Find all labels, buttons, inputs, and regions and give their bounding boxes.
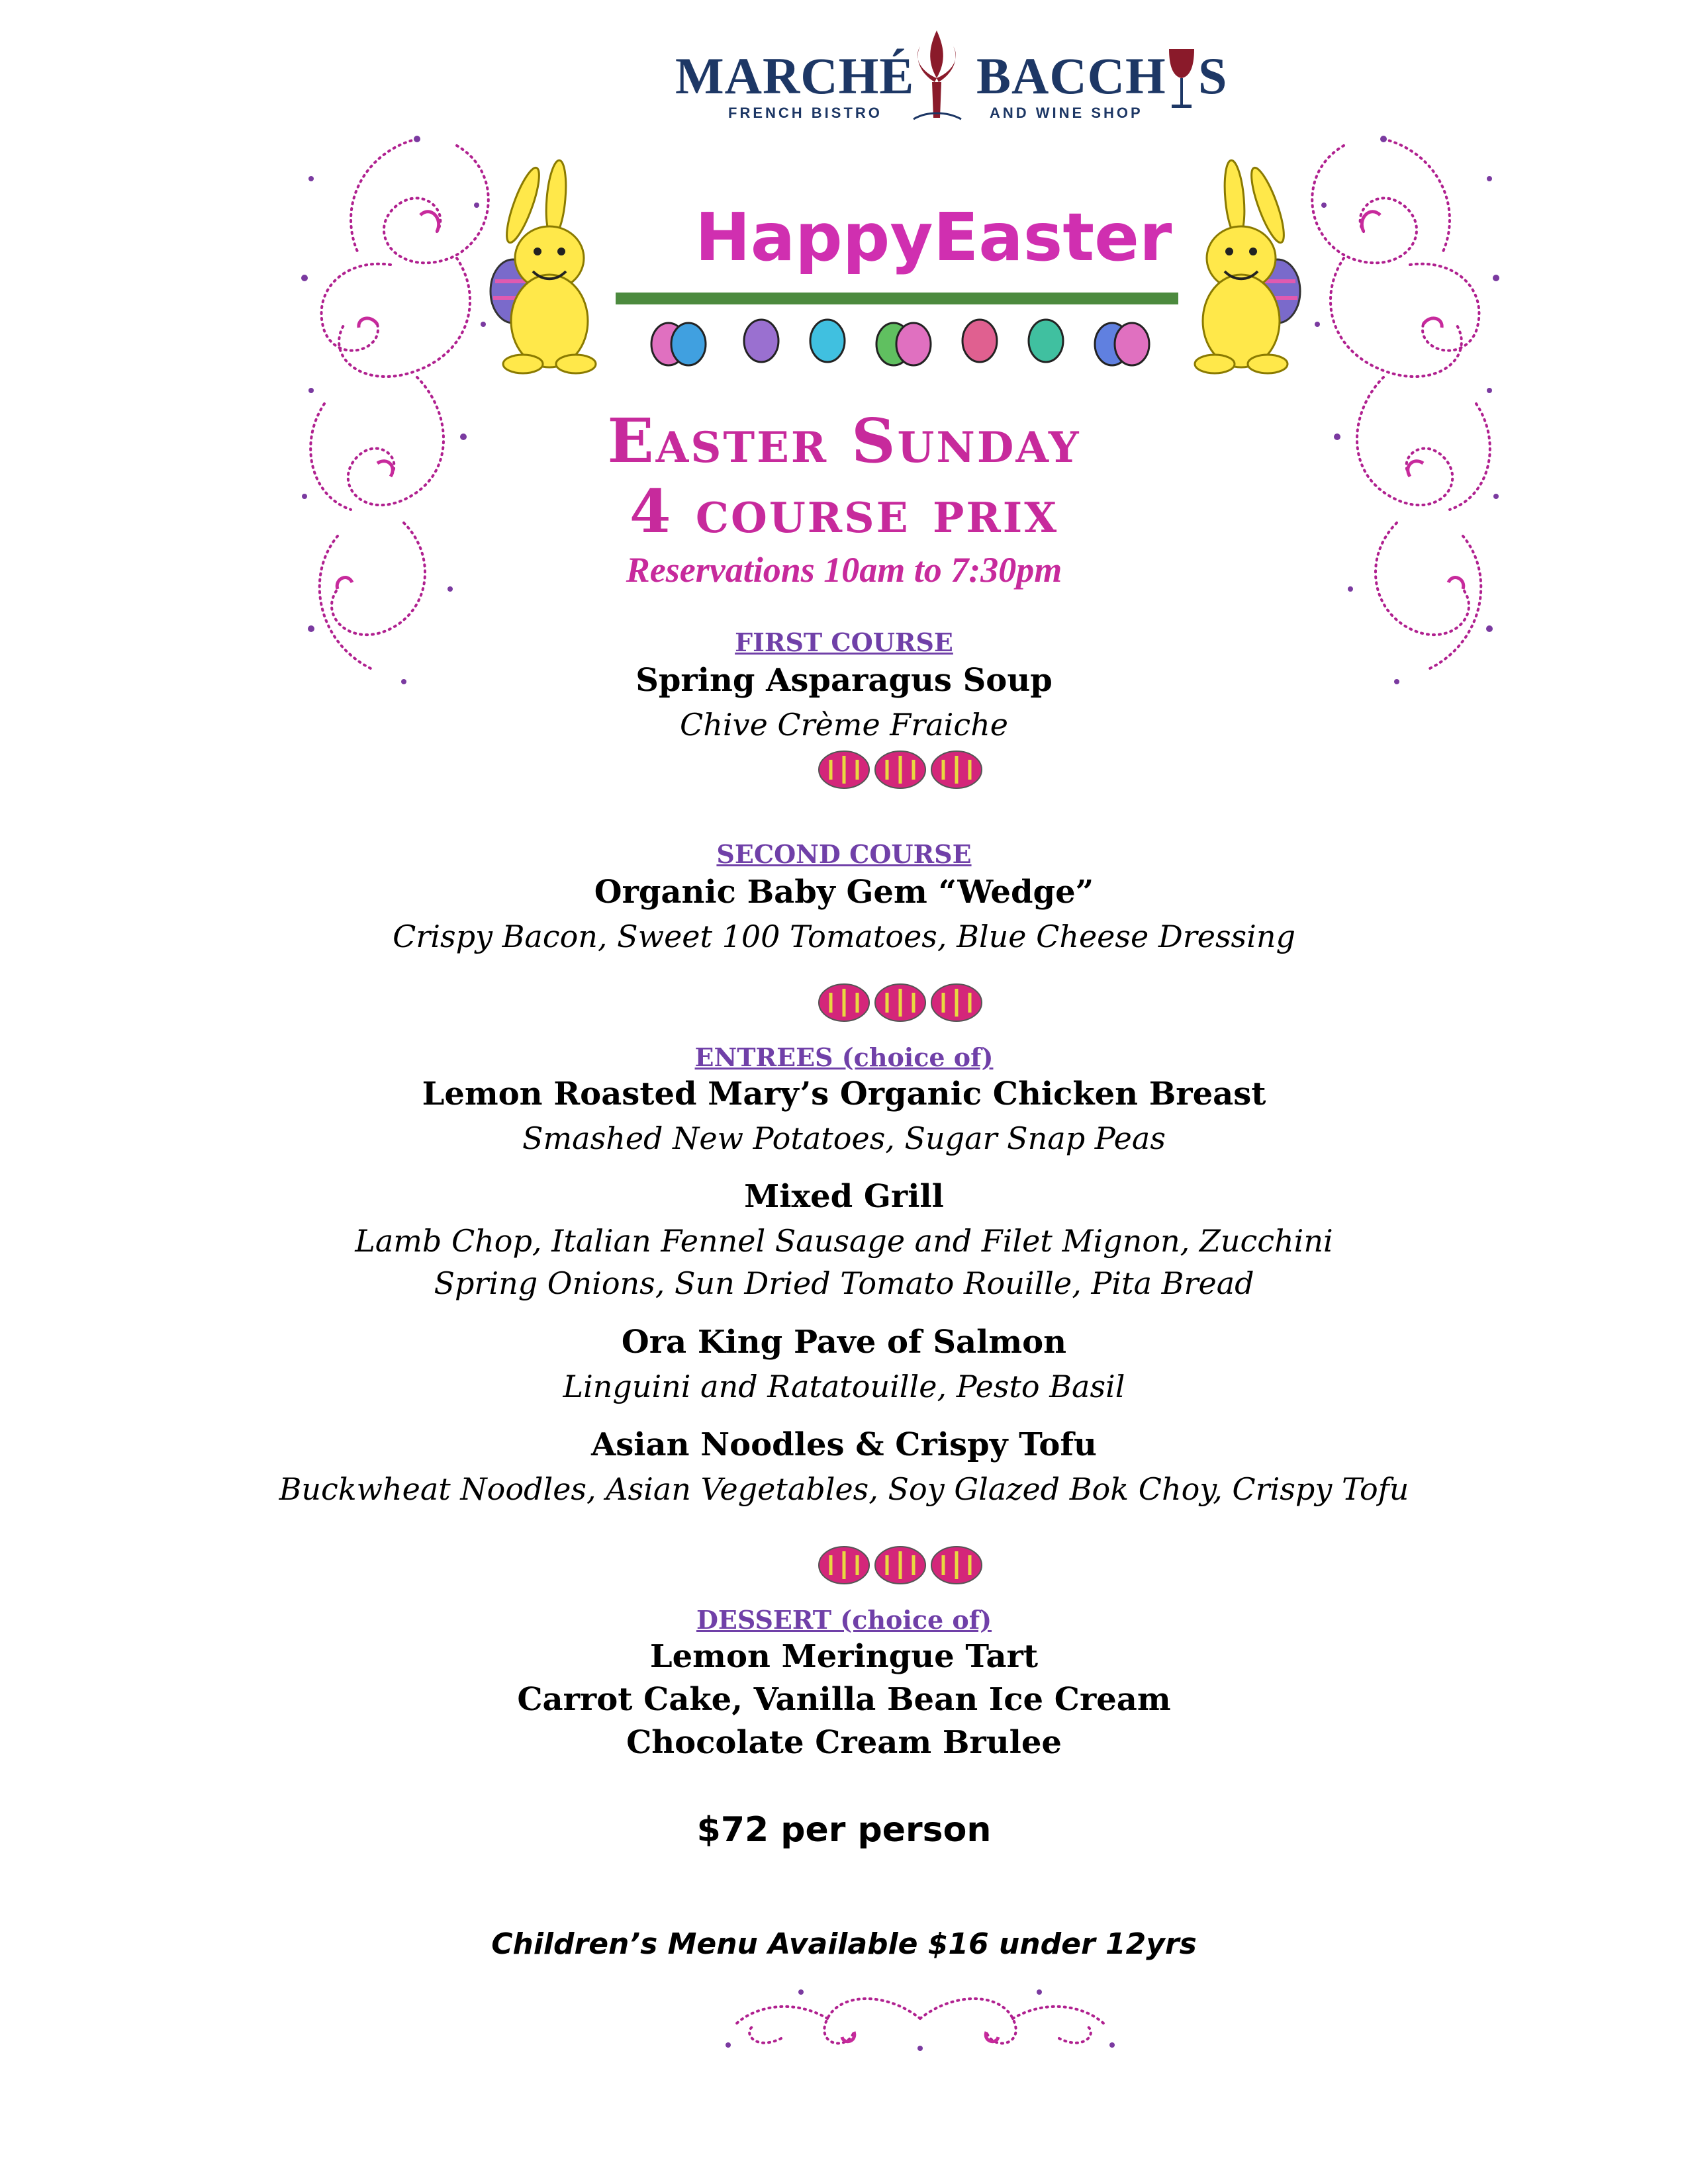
dessert-item-1: Lemon Meringue Tart bbox=[649, 1638, 1039, 1675]
logo-left-subtitle: FRENCH BISTRO bbox=[728, 105, 882, 121]
right-bunny-icon bbox=[1175, 159, 1314, 377]
second-course-desc: Crispy Bacon, Sweet 100 Tomatoes, Blue Cheese Dressing bbox=[393, 919, 1295, 954]
banner-happy: Happy bbox=[695, 199, 933, 276]
entree-4-desc: Buckwheat Noodles, Asian Vegetables, Soy Glazed Bok Choy, Crispy Tofu bbox=[279, 1471, 1409, 1507]
left-bunny-icon bbox=[477, 159, 616, 377]
reservations-note: Reservations 10am to 7:30pm bbox=[626, 550, 1062, 590]
entrees-heading: ENTREES (choice of) bbox=[694, 1042, 994, 1072]
logo-left-word: MARCHÉ bbox=[675, 47, 915, 105]
second-course-dish: Organic Baby Gem “Wedge” bbox=[594, 874, 1094, 911]
restaurant-logo bbox=[675, 26, 1231, 126]
egg-divider-icon bbox=[818, 979, 996, 1026]
dessert-item-2: Carrot Cake, Vanilla Bean Ice Cream bbox=[517, 1681, 1171, 1718]
second-course-heading: SECOND COURSE bbox=[716, 839, 972, 869]
menu-title: Easter Sunday bbox=[607, 405, 1081, 477]
logo-right-subtitle: AND WINE SHOP bbox=[990, 105, 1143, 121]
wine-glass-icon bbox=[1165, 45, 1198, 118]
banner-bar bbox=[616, 293, 1178, 304]
entree-1-dish: Lemon Roasted Mary’s Organic Chicken Breast bbox=[422, 1075, 1266, 1113]
logo-right-word: BACCH bbox=[976, 47, 1166, 105]
entree-2-dish: Mixed Grill bbox=[744, 1178, 944, 1215]
bottom-swirl-ornament bbox=[715, 1979, 1125, 2058]
price: $72 per person bbox=[696, 1810, 992, 1850]
egg-divider-icon bbox=[818, 1542, 996, 1588]
entree-3-desc: Linguini and Ratatouille, Pesto Basil bbox=[563, 1369, 1125, 1404]
entree-1-desc: Smashed New Potatoes, Sugar Snap Peas bbox=[522, 1120, 1166, 1156]
menu-subtitle: 4 course prix bbox=[629, 477, 1059, 547]
entree-4-dish: Asian Noodles & Crispy Tofu bbox=[591, 1426, 1097, 1463]
banner-easter: Easter bbox=[933, 199, 1172, 276]
first-course-heading: FIRST COURSE bbox=[735, 627, 953, 657]
logo-right-word-end: S bbox=[1198, 47, 1228, 105]
egg-divider-icon bbox=[818, 747, 996, 793]
dessert-item-3: Chocolate Cream Brulee bbox=[626, 1724, 1062, 1761]
entree-2-desc-line1: Lamb Chop, Italian Fennel Sausage and Filet Mignon, Zucchini bbox=[355, 1223, 1333, 1259]
first-course-dish: Spring Asparagus Soup bbox=[635, 662, 1053, 699]
entree-2-desc-line2: Spring Onions, Sun Dried Tomato Rouille, Pita Bread bbox=[434, 1265, 1254, 1301]
first-course-desc: Chive Crème Fraiche bbox=[680, 707, 1008, 743]
entree-3-dish: Ora King Pave of Salmon bbox=[621, 1324, 1067, 1361]
fleur-de-lis-icon bbox=[900, 26, 973, 126]
easter-egg-row-icon bbox=[649, 311, 1152, 377]
childrens-menu-note: Children’s Menu Available $16 under 12yrs bbox=[491, 1927, 1197, 1961]
dessert-heading: DESSERT (choice of) bbox=[696, 1605, 992, 1635]
